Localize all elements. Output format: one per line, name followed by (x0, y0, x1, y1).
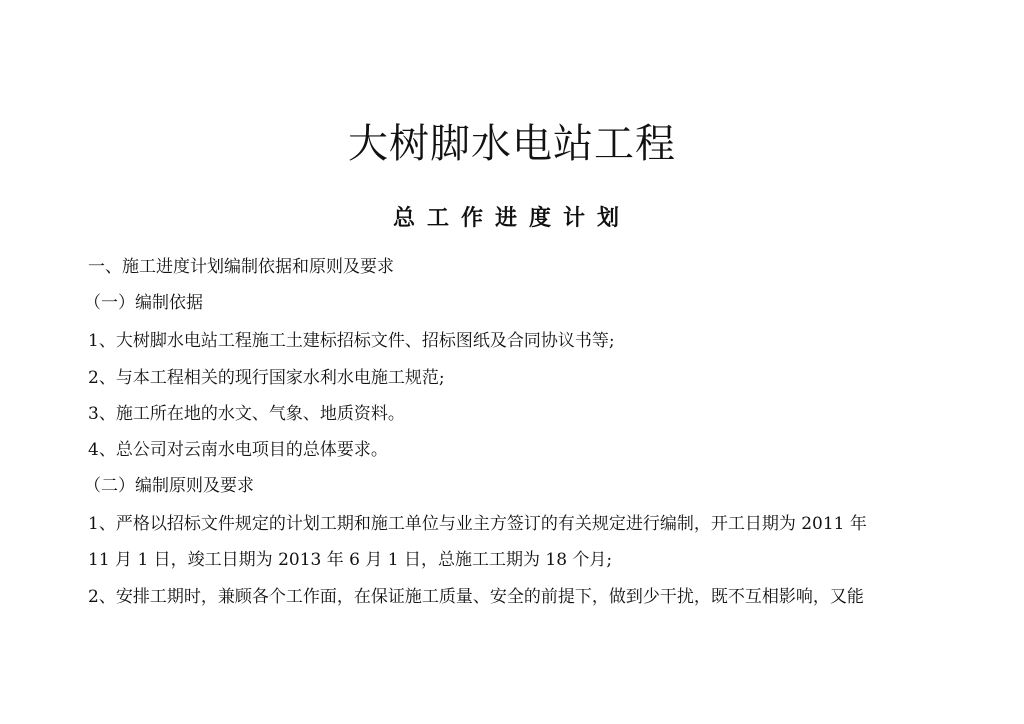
paragraph-line: 11 月 1 日，竣工日期为 2013 年 6 月 1 日，总施工工期为 18 个月; (88, 550, 613, 570)
subsection-heading: （二）编制原则及要求 (84, 476, 254, 496)
section-heading: 一、施工进度计划编制依据和原则及要求 (88, 257, 394, 277)
paragraph-line: 2、与本工程相关的现行国家水利水电施工规范; (88, 368, 445, 388)
paragraph-line: 4、总公司对云南水电项目的总体要求。 (88, 440, 388, 460)
document-title: 大树脚水电站工程 (348, 121, 676, 167)
paragraph-line: 2、安排工期时，兼顾各个工作面，在保证施工质量、安全的前提下，做到少干扰，既不互相影响，又能 (88, 587, 864, 607)
document-subtitle: 总工作进度计划 (392, 206, 631, 231)
paragraph-line: 1、大树脚水电站工程施工土建标招标文件、招标图纸及合同协议书等; (88, 331, 615, 351)
paragraph-line: 3、施工所在地的水文、气象、地质资料。 (88, 404, 405, 424)
paragraph-line: 1、严格以招标文件规定的计划工期和施工单位与业主方签订的有关规定进行编制，开工日期为 2011 年 (88, 514, 867, 534)
subsection-heading: （一）编制依据 (84, 293, 203, 313)
